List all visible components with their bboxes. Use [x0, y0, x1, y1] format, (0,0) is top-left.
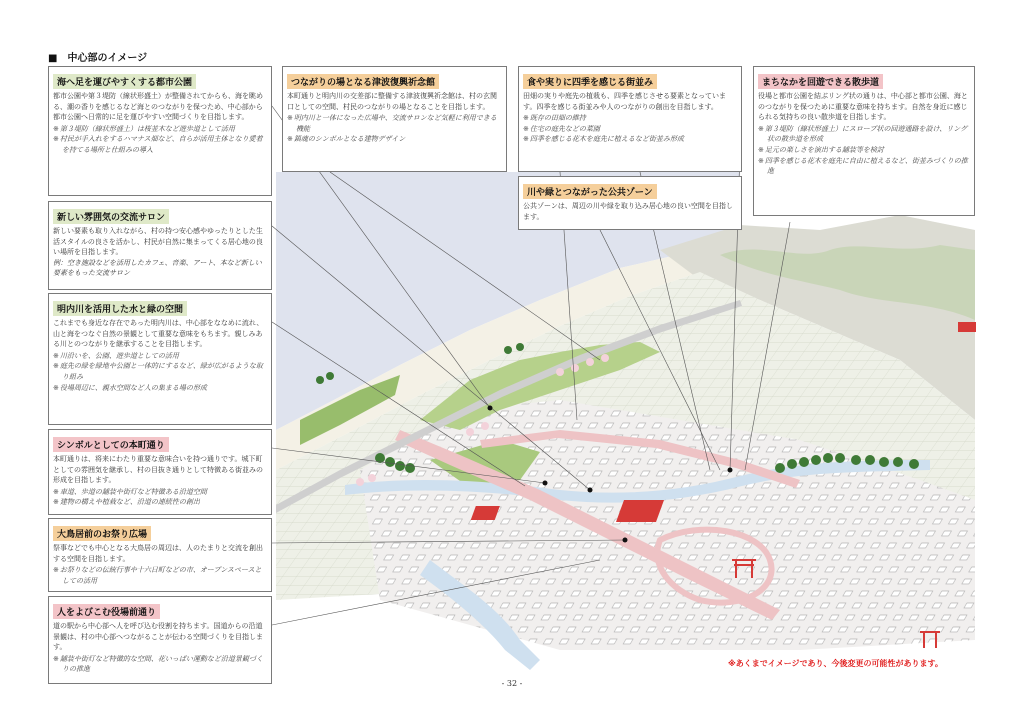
box-body: 祭事などでも中心となる大鳥居の周辺は、人のたまりと交流を創出する空間を目指します。	[53, 544, 263, 563]
list-item: ※ 住宅の庭先などの菜園	[523, 124, 737, 135]
list-item: ※ お祭りなどの伝統行事や十六日町などの市、オープンスペースとしての活用	[53, 565, 267, 586]
list-item: ※ 車道、歩道の舗装や街灯など特徴ある沿道空間	[53, 487, 267, 498]
box-seasonal-streetscape	[518, 66, 742, 172]
list-item: ※ 既存の田畑の維持	[523, 113, 737, 124]
box-town-hall-street	[48, 596, 272, 684]
list-item: ※ 舗装や街灯など特徴的な空間、花いっぱい運動など沿道景観づくりの推進	[53, 654, 267, 675]
list-item: ※ 第３堤防（線状形盛土）にスロープ状の回遊通路を設け、リング状の散歩道を形成	[758, 124, 970, 145]
box-exchange-salon	[48, 201, 272, 290]
box-title: 大鳥居前のお祭り広場	[53, 526, 151, 541]
box-title: 人をよびこむ役場前通り	[53, 604, 160, 619]
box-title: シンボルとしての本町通り	[53, 437, 169, 452]
box-body: 役場と都市公園を結ぶリング状の通りは、中心部と都市公園、海とのつながりを保つために重要な意味を持ちます。自然を身近に感じられる気持ちの良い散歩道を目指します。	[758, 92, 968, 122]
disclaimer-note: ※あくまでイメージであり、今後変更の可能性があります。	[728, 659, 943, 668]
box-title: つながりの場となる津波復興祈念館	[287, 74, 439, 89]
list-item: ※ 役場周辺に、親水空間など人の集まる場の形成	[53, 383, 267, 394]
list-item: ※ 第３堤防（線状形盛土）は桜並木など遊歩道として活用	[53, 124, 267, 135]
box-public-zone	[518, 176, 742, 230]
box-main-street	[48, 429, 272, 515]
box-title: 川や緑とつながった公共ゾーン	[523, 184, 657, 199]
box-body: 田畑の実りや庭先の植栽も、四季を感じさせる要素となっています。四季を感じる街並みや人のつながりの創出を目指します。	[523, 92, 726, 111]
public-building-red	[616, 500, 664, 522]
box-title: 海へ足を運びやすくする都市公園	[53, 74, 196, 89]
box-tsunami-memorial	[282, 66, 507, 172]
box-body: 道の駅から中心部へ人を呼び込む役割を持ちます。国道からの沿道景観は、村の中心部へつながることが伝わる空間づくりを目指します。	[53, 622, 263, 652]
box-river-space	[48, 293, 272, 425]
list-item: ※ 川沿いを、公園、遊歩道としての活用	[53, 351, 267, 362]
box-festival-plaza	[48, 518, 272, 592]
list-item: ※ 明内川と一体になった広場や、交流サロンなど気軽に利用できる機能	[287, 113, 502, 134]
box-title: まちなかを回遊できる散歩道	[758, 74, 883, 89]
box-title: 食や実りに四季を感じる街並み	[523, 74, 657, 89]
box-body: 本町通りは、将来にわたり重要な意味合いを持つ通りです。城下町としての雰囲気を継承し、村の目抜き通りとして特徴ある街並みの形成を目指します。	[53, 455, 263, 485]
list-item: ※ 鎮魂のシンボルとなる建物デザイン	[287, 134, 502, 145]
box-body: 都市公園や第３堤防（線状形盛土）が整備されてからも、海を眺める、潮の香りを感じるなど海とのつながりを保つため、中心部から都市公園へ日常的に足を運びやすい空間づくりを目指します。	[53, 92, 263, 122]
page-title: ■ 中心部のイメージ	[48, 53, 148, 64]
box-body-example: 例：空き施設などを活用したカフェ、音楽、アート、本など新しい要素をもった交流サロン	[53, 258, 262, 278]
box-body: 公共ゾーンは、周辺の川や緑を取り込み居心地の良い空間を目指します。	[523, 202, 733, 221]
list-item: ※ 庭先の緑を緑地や公園と一体的にするなど、緑が広がるような取り組み	[53, 361, 267, 382]
box-body: 新しい要素も取り入れながら、村の持つ安心感やゆったりとした生活スタイルの良さを活かし、村民が自然に集まってくる居心地の良い場所を目指します。	[53, 227, 263, 257]
list-item: ※ 建物の構えや植栽など、沿道の連続性の創出	[53, 497, 267, 508]
page-number: - 32 -	[501, 679, 523, 688]
list-item: ※ 四季を感じる花木を庭先に植えるなど街並み形成	[523, 134, 737, 145]
box-walking-path	[753, 66, 975, 216]
list-item: ※ 四季を感じる花木を庭先に自由に植えるなど、街並みづくりの推進	[758, 156, 970, 177]
box-coastal-park	[48, 66, 272, 196]
box-body: これまでも身近な存在であった明内川は、中心部をななめに流れ、山と海をつなぐ自然の景観として重要な意味をもちます。親しみある川とのつながりを継承することを目指します。	[53, 319, 264, 349]
box-title: 明内川を活用した水と緑の空間	[53, 301, 187, 316]
list-item: ※ 村民が手入れをするハマナス畑など、自らが活用主体となり愛着を持てる場所と仕組みの導入	[53, 134, 267, 155]
list-item: ※ 足元の楽しさを演出する舗装等を検討	[758, 145, 970, 156]
box-body: 本町通りと明内川の交差部に整備する津波復興祈念館は、村の玄関口としての空間、村民のつながりの場となることを目指します。	[287, 92, 497, 111]
box-title: 新しい雰囲気の交流サロン	[53, 209, 169, 224]
